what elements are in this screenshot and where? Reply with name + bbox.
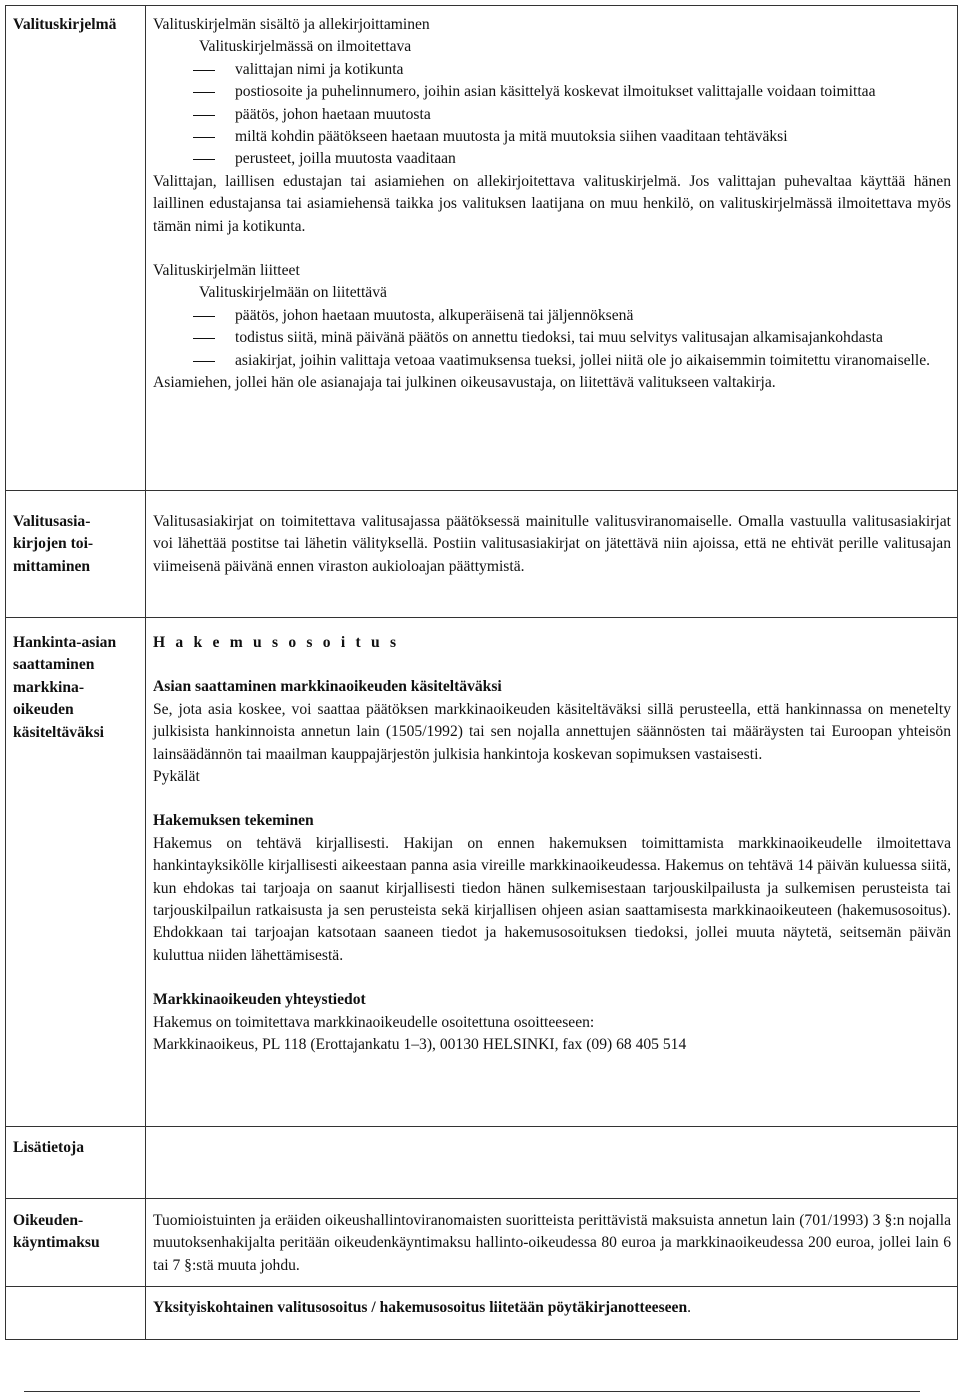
subsection-heading: Markkinaoikeuden yhteystiedot — [153, 991, 366, 1009]
section-label-toimittaminen — [6, 491, 146, 618]
section-maksu — [6, 1199, 958, 1287]
label-line: käyntimaksu — [13, 1234, 100, 1252]
list-item: päätös, johon haetaan muutosta — [153, 104, 951, 126]
footer-note-cell — [146, 1287, 958, 1340]
attachments-list — [153, 305, 951, 372]
label-line: käsiteltäväksi — [13, 723, 104, 741]
list-item: asiakirjat, joihin valittaja vetoaa vaatimuksensa tueksi, jollei niitä ole jo aikaisemmin toimitettu viranomaiselle. — [153, 350, 951, 372]
list-item: perusteet, joilla muutosta vaaditaan — [153, 148, 951, 170]
footer-note-label-cell — [6, 1287, 146, 1340]
delivery-paragraph: Valitusasiakirjat on toimitettava valitusajassa päätöksessä mainitulle valitusviranomaiselle. Omalla vastuulla valitusasiakirjat voi lähettää postitse tai lähetin välityksellä. Postiin valitusasiakirjat on jätettävä niin ajoissa, että ne ehtivät perille valitusajan viimeisenä päivänä ennen viraston aukioloajan päättymistä. — [153, 513, 951, 575]
list-intro: Valituskirjelmässä on ilmoitettava — [199, 38, 412, 56]
label-line: saattaminen — [13, 656, 95, 674]
list-item: valittajan nimi ja kotikunta — [153, 59, 951, 81]
required-items-list — [153, 59, 951, 171]
subsection-paragraph: Hakemus on tehtävä kirjallisesti. Hakijan on ennen hakemuksen toimittamista markkinaoikeudelle ilmoitettava hankintayksikölle kirjallisesti aikeestaan panna asia vireille markkinaoikeudessa. Hakemus on tehtävä 14 päivän kuluessa siitä, kun ehdokas tai tarjoaja on saanut kirjallisesti tiedon hänen sulkemisestaan tarjouskilpailusta ja sulkemisen perusteista tai tarjouskilpailun ratkaisusta ja sen perusteista sekä kirjallisen ohjeen asian saattamisesta markkinaoikeuteen (hakemusosoitus). Ehdokkaan tai tarjoajan katsotaan saaneen tiedot ja hakemusosoituksen tiedoksi, jollei muuta näytetä, seitsemän päivän kuluttua niiden lähettämisestä. — [153, 834, 951, 964]
section-content-valituskirjelma — [146, 6, 958, 491]
section-valituskirjelma — [6, 6, 958, 491]
label-text: Lisätietoja — [13, 1139, 85, 1156]
label-line: Valitusasia- — [13, 513, 91, 530]
attachments-intro: Valituskirjelmään on liitettävä — [199, 284, 387, 302]
power-of-attorney-paragraph: Asiamiehen, jollei hän ole asianajaja tai julkinen oikeusavustaja, on liitettävä valitukseen valtakirja. — [153, 374, 776, 392]
list-item: miltä kohdin päätökseen haetaan muutosta ja mitä muutoksia siihen vaaditaan tehtäväksi — [153, 126, 951, 148]
list-item: postiosoite ja puhelinnumero, joihin asian käsittelyä koskevat ilmoitukset valittajalle voidaan toimittaa — [153, 81, 951, 103]
footer-note-tail: . — [687, 1299, 692, 1316]
list-item: päätös, johon haetaan muutosta, alkuperäisenä tai jäljennöksenä — [153, 305, 951, 327]
section-hankinta — [6, 618, 958, 1127]
page-bottom-rule — [24, 1391, 920, 1392]
label-line: markkina- — [13, 678, 85, 696]
section-content-lisatietoja — [146, 1127, 958, 1199]
subsection-heading: Hakemuksen tekeminen — [153, 812, 314, 830]
court-address: Markkinaoikeus, PL 118 (Erottajankatu 1–3), 00130 HELSINKI, fax (09) 68 405 514 — [153, 1036, 687, 1054]
section-toimittaminen — [6, 491, 958, 618]
appeal-instructions-table — [5, 5, 958, 1340]
label-line: oikeuden — [13, 701, 74, 719]
label-line: mittaminen — [13, 557, 91, 575]
section-label-lisatietoja — [6, 1127, 146, 1199]
signature-paragraph: Valittajan, laillisen edustajan tai asiamiehen on allekirjoitettava valituskirjelmä. Jos valittajan puhevaltaa käyttää hänen laillinen edustajansa tai asiamiehensä taikka jos valituksen laatijana on muu henkilö, on valituskirjelmässä ilmoitettava myös tämän nimi ja kotikunta. — [153, 172, 951, 235]
section-content-hankinta — [146, 618, 958, 1127]
section-title: H a k e m u s o s o i t u s — [153, 634, 400, 651]
section-content-toimittaminen — [146, 491, 958, 618]
footer-note-bold: Yksityiskohtainen valitusosoitus / hakemusosoitus liitetään pöytäkirjanotteeseen — [153, 1299, 688, 1316]
section-footer-note — [6, 1287, 958, 1340]
attachments-heading: Valituskirjelmän liitteet — [153, 262, 300, 280]
subsection-paragraph: Se, jota asia koskee, voi saattaa päätöksen markkinaoikeuden käsiteltäväksi sillä perusteella, että hankinnassa on menetelty julkisista hankinnoista annetun lain (1505/1992) tai sen nojalla annettujen säännösten tai määräysten tai Euroopan yhteisön lainsäädännön tai maailman kauppajärjestön julkisia hankintoja koskevan sopimuksen vastaisesti. — [153, 700, 951, 763]
section-label-valituskirjelma — [6, 6, 146, 491]
label-line: kirjojen toi- — [13, 535, 94, 553]
list-item: todistus siitä, minä päivänä päätös on annettu tiedoksi, tai muu selvitys valitusajan alkamisajankohdasta — [153, 327, 951, 349]
section-lisatietoja — [6, 1127, 958, 1199]
label-text: Valituskirjelmä — [13, 16, 117, 33]
label-line: Hankinta-asian — [13, 634, 117, 651]
fee-paragraph: Tuomioistuinten ja eräiden oikeushallintoviranomaisten suoritteista perittävistä maksuista annetun lain (701/1993) 3 §:n nojalla muutoksenhakijalta peritään oikeudenkäyntimaksu hallinto-oikeudessa 80 euroa ja markkinaoikeudessa 200 euroa, jollei lain 6 tai 7 §:stä muuta johdu. — [153, 1212, 951, 1274]
section-label-hankinta — [6, 618, 146, 1127]
section-label-maksu — [6, 1199, 146, 1287]
pykalat-text: Pykälät — [153, 768, 200, 786]
content-heading: Valituskirjelmän sisältö ja allekirjoittaminen — [153, 16, 430, 33]
subsection-paragraph: Hakemus on toimitettava markkinaoikeudelle osoitettuna osoitteeseen: — [153, 1013, 595, 1031]
subsection-heading: Asian saattaminen markkinaoikeuden käsiteltäväksi — [153, 678, 502, 696]
label-line: Oikeuden- — [13, 1212, 84, 1229]
section-content-maksu — [146, 1199, 958, 1287]
